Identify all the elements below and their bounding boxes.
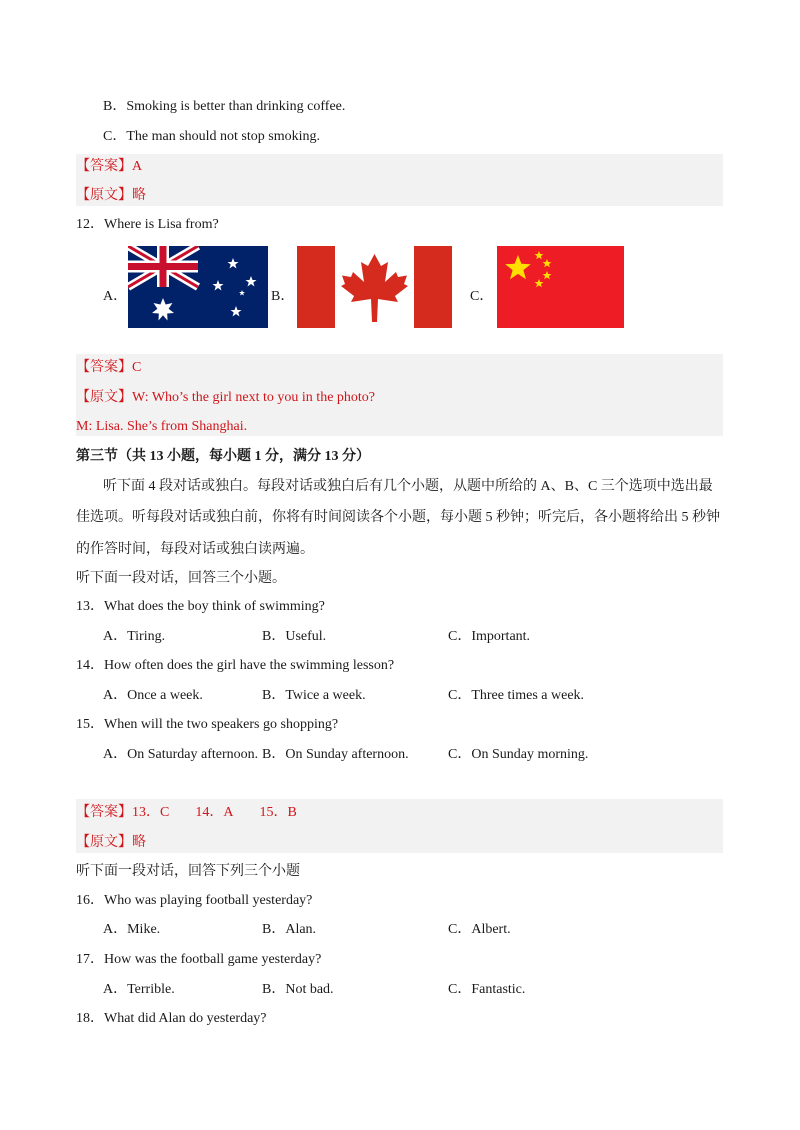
q12-script-line2: M: Lisa. She’s from Shanghai. — [76, 419, 248, 434]
q15-option-a: A．On Saturday afternoon. — [103, 747, 259, 762]
q16-option-a: A．Mike. — [103, 922, 161, 937]
q13-option-a: A．Tiring. — [103, 629, 166, 644]
script-tag: 【原文】 — [76, 835, 132, 850]
dialog1-intro: 听下面一段对话，回答三个小题。 — [76, 571, 286, 586]
q15-option-c: C．On Sunday morning. — [448, 747, 589, 762]
answer-15: 15．B — [259, 805, 297, 820]
q12-script-line1 — [76, 388, 375, 408]
q14-option-c: C．Three times a week. — [448, 688, 585, 703]
q15-option-b: B．On Sunday afternoon. — [262, 747, 409, 762]
answer-tag: 【答案】 — [76, 360, 132, 375]
q11-answer — [76, 157, 142, 177]
answer-13: 13．C — [132, 805, 170, 820]
china-flag-icon — [497, 246, 624, 328]
script-value: 略 — [132, 188, 146, 203]
script-tag: 【原文】 — [76, 188, 132, 203]
q14-question: 14．How often does the girl have the swimming lesson? — [76, 658, 395, 673]
section3-instruction-1: 听下面 4 段对话或独白。每段对话或独白后有几个小题，从题中所给的 A、B、C 三个选项中选出最 — [103, 479, 713, 494]
q12-question: 12．Where is Lisa from? — [76, 217, 219, 232]
q12-option-a-label: A． — [103, 289, 128, 304]
q16-option-b: B．Alan. — [262, 922, 317, 937]
q16-question: 16．Who was playing football yesterday? — [76, 893, 313, 908]
q13-option-c: C．Important. — [448, 629, 531, 644]
section3-instruction-2: 佳选项。听每段对话或独白前，你将有时间阅读各个小题，每小题 5 秒钟；听完后，各小题将给出 5 秒钟 — [76, 510, 720, 525]
answers-13-15 — [76, 803, 297, 823]
q13-question: 13．What does the boy think of swimming? — [76, 599, 325, 614]
q17-question: 17．How was the football game yesterday? — [76, 952, 322, 967]
q12-option-c-label: C． — [470, 289, 494, 304]
q12-answer — [76, 358, 141, 378]
answers-13-15-script — [76, 833, 146, 853]
q16-option-c: C．Albert. — [448, 922, 511, 937]
q11-answer-band — [76, 154, 723, 206]
dialog2-intro: 听下面一段对话，回答下列三个小题 — [76, 864, 300, 879]
q17-option-b: B．Not bad. — [262, 982, 334, 997]
answer-value: C — [132, 360, 142, 375]
q13-option-b: B．Useful. — [262, 629, 327, 644]
q18-question: 18．What did Alan do yesterday? — [76, 1011, 267, 1026]
q11-option-b: B．Smoking is better than drinking coffee. — [103, 99, 346, 114]
answer-tag: 【答案】 — [76, 159, 132, 174]
section3-heading: 第三节（共 13 小题，每小题 1 分，满分 13 分） — [76, 449, 370, 464]
answer-14: 14．A — [195, 805, 234, 820]
q14-option-a: A．Once a week. — [103, 688, 203, 703]
script-tag: 【原文】 — [76, 390, 132, 405]
section3-instruction-3: 的作答时间，每段对话或独白读两遍。 — [76, 542, 314, 557]
q11-option-c: C．The man should not stop smoking. — [103, 129, 320, 144]
q15-question: 15．When will the two speakers go shopping? — [76, 717, 339, 732]
answer-tag: 【答案】 — [76, 805, 132, 820]
canada-flag-icon — [297, 246, 452, 328]
script-value: W: Who’s the girl next to you in the photo? — [132, 390, 376, 405]
q17-option-c: C．Fantastic. — [448, 982, 526, 997]
script-value: 略 — [132, 835, 146, 850]
q11-script — [76, 186, 146, 206]
q17-option-a: A．Terrible. — [103, 982, 175, 997]
australia-flag-icon — [128, 246, 268, 328]
q12-option-b-label: B． — [271, 289, 295, 304]
q14-option-b: B．Twice a week. — [262, 688, 366, 703]
answer-value: A — [132, 159, 143, 174]
